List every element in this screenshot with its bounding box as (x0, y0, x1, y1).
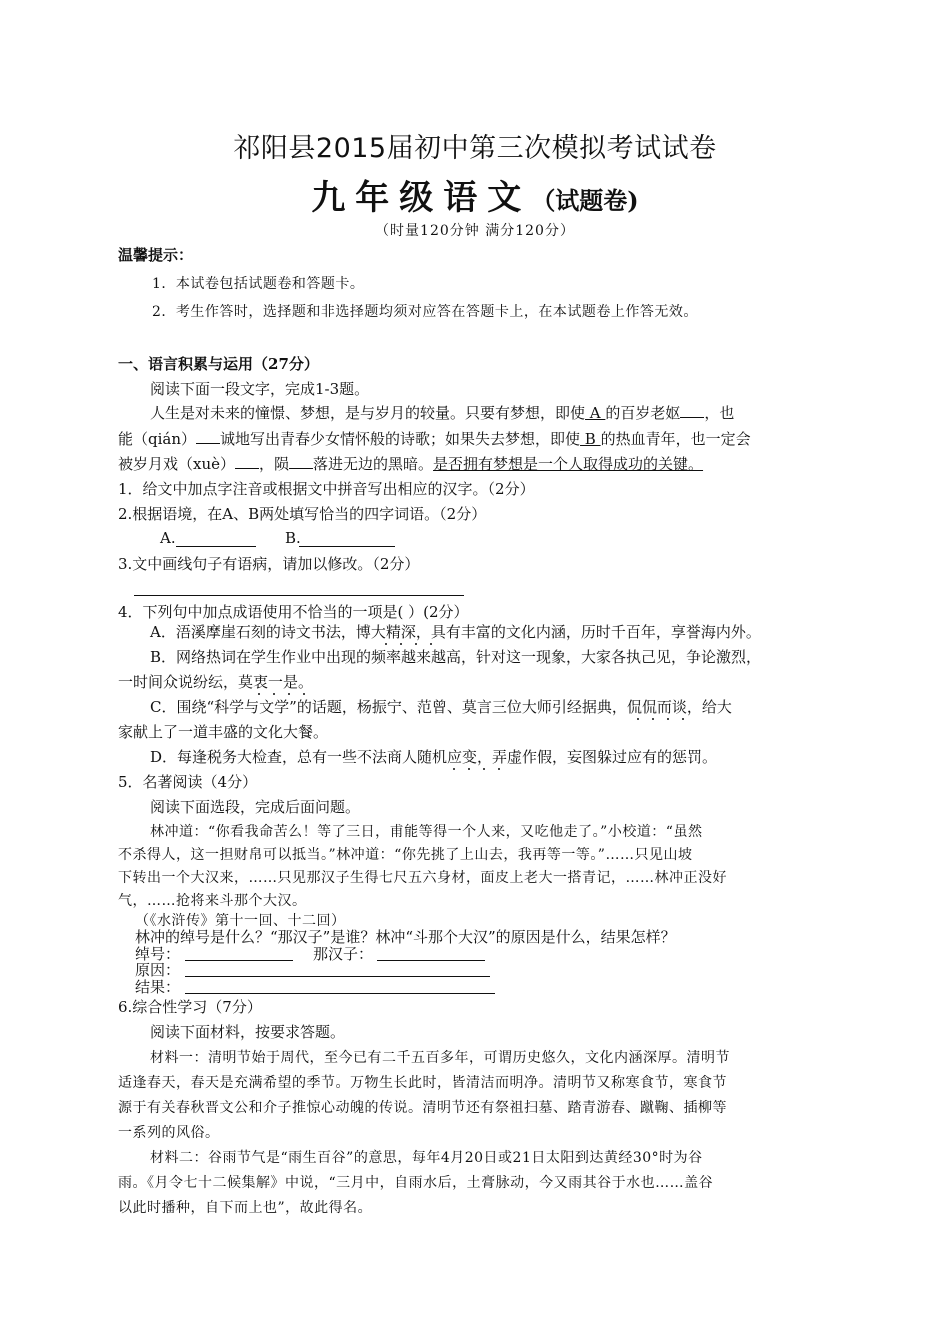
q5-question: 林冲的绰号是什么？“那汉子”是谁？林冲“斗那个大汉”的原因是什么，结果怎样？ (135, 928, 676, 946)
q2-answer-b-label: B. (285, 529, 301, 547)
blank (235, 468, 259, 469)
q2-answer-b-line (299, 546, 395, 547)
q6-material-2-line: 雨。《月令七十二候集解》中说，“三月中，自雨水后，土膏脉动，今又雨其谷于水也……盖谷 (118, 1175, 714, 1191)
q5-nickname-label: 绰号： (135, 945, 181, 963)
emphasis-dot (498, 768, 500, 770)
q5-passage-line: 气，……抢将来斗那个大汉。 (118, 893, 307, 909)
passage-text: 人生是对未来的憧憬、梦想，是与岁月的较量。只要有梦想，即使 (150, 404, 586, 422)
question-6: 6.综合性学习（7分） (118, 998, 262, 1016)
passage-text: 的热血青年，也一定会 (600, 430, 751, 448)
q5-passage-line: 下转出一个大汉来，……只见那汉子生得七尺五六身材，面皮上老大一搭青记，……林冲正没好 (118, 870, 727, 886)
q5-man-label: 那汉子： (313, 945, 374, 963)
q6-material-1-line: 材料一：清明节始于周代，至今已有二千五百多年，可谓历史悠久，文化内涵深厚。清明节 (150, 1050, 730, 1066)
q6-material-2-line: 材料二：谷雨节气是“雨生百谷”的意思，每年4月20日或21日太阳到达黄经30°时为谷 (150, 1150, 703, 1166)
emphasis-dot (453, 768, 455, 770)
q5-man-line (377, 960, 485, 961)
q5-passage-line: 林冲道：“你看我命苦么！等了三日，甫能等得一个人来，又吃他走了。”小校道：“虽然 (150, 824, 703, 840)
question-2: 2.根据语境，在A、B两处填写恰当的四字词语。（2分） (118, 505, 487, 523)
passage-text: 能（qián） (118, 430, 197, 448)
q5-result-line (185, 993, 495, 994)
passage-line-2 (118, 428, 751, 449)
q5-reason-line (185, 976, 490, 977)
emphasis-dot (303, 693, 305, 695)
emphasis-dot (468, 768, 470, 770)
subject-name: 九年级语文 (311, 178, 532, 218)
blank-b: B (580, 430, 601, 448)
underlined-sentence: 是否拥有梦想是一个人取得成功的关键。 (433, 455, 704, 473)
passage-text: 落进无边的黑暗。 (313, 455, 434, 473)
tip-item-2: 2．考生作答时，选择题和非选择题均须对应答在答题卡上，在本试题卷上作答无效。 (152, 304, 698, 320)
emphasis-dot (400, 643, 402, 645)
q6-material-1-line: 源于有关春秋晋文公和介子推惊心动魄的传说。清明节还有祭祖扫墓、踏青游春、蹴鞠、插柳等 (118, 1100, 727, 1116)
emphasis-dot (273, 693, 275, 695)
q3-answer-line (134, 595, 464, 596)
q2-answer-a-label: A. (160, 529, 176, 547)
emphasis-dot (652, 718, 654, 720)
passage-line-3 (118, 453, 703, 474)
exam-title: 祁阳县2015届初中第三次模拟考试试卷 (233, 133, 717, 164)
q5-passage-line: 不杀得人，这一担财帛可以抵当。”林冲道：“你先挑了上山去，我再等一等。”……只见山坡 (118, 847, 693, 863)
q5-source: （《水浒传》第十一回、十二回） (135, 913, 346, 929)
emphasis-dot (667, 718, 669, 720)
passage-text: 被岁月戏（xuè） (118, 455, 235, 473)
question-5: 5．名著阅读（4分） (118, 773, 258, 791)
q5-nickname-line (185, 960, 293, 961)
blank (680, 417, 704, 418)
q5-intro: 阅读下面选段，完成后面问题。 (150, 798, 361, 816)
q5-reason-label: 原因： (135, 961, 181, 979)
emphasis-dot (258, 693, 260, 695)
emphasis-dot (637, 718, 639, 720)
q5-result-label: 结果： (135, 978, 181, 996)
exam-meta: （时量120分钟 满分120分） (375, 223, 575, 239)
q4-option-c: C．围绕“科学与文学”的话题，杨振宁、范曾、莫言三位大师引经据典，侃侃而谈，给大 (150, 698, 732, 716)
emphasis-dot (385, 643, 387, 645)
passage-text: 诚地写出青春少女情怀般的诗歌；如果失去梦想，即使 (220, 430, 581, 448)
passage-text: 的百岁老妪 (605, 404, 681, 422)
blank (196, 443, 220, 444)
tip-item-1: 1．本试卷包括试题卷和答题卡。 (152, 276, 365, 292)
question-3: 3.文中画线句子有语病，请加以修改。（2分） (118, 555, 420, 573)
emphasis-dot (430, 643, 432, 645)
question-4: 4．下列句中加点成语使用不恰当的一项是( ）(2分） (118, 603, 469, 621)
q4-option-d: D．每逢税务大检查，总有一些不法商人随机应变，弄虚作假，妄图躲过应有的惩罚。 (150, 748, 718, 766)
q4-option-c-cont: 家献上了一道丰盛的文化大餐。 (118, 723, 329, 741)
passage-text: ，陨 (259, 455, 290, 473)
q4-option-a: A．浯溪摩崖石刻的诗文书法，博大精深，具有丰富的文化内涵，历时千百年，享誉海内外。 (150, 623, 761, 641)
emphasis-dot (288, 693, 290, 695)
q6-material-2-line: 以此时播种，自下而上也”，故此得名。 (118, 1200, 373, 1216)
blank (289, 468, 313, 469)
section-heading: 一、语言积累与运用（27分） (118, 355, 319, 373)
passage-text: ，也 (704, 404, 735, 422)
q6-material-1-line: 一系列的风俗。 (118, 1125, 220, 1141)
emphasis-dot (682, 718, 684, 720)
q6-intro: 阅读下面材料，按要求答题。 (150, 1023, 346, 1041)
q2-answer-a-line (176, 546, 256, 547)
q4-option-b-cont: 一时间众说纷纭，莫衷一是。 (118, 673, 314, 691)
emphasis-dot (415, 643, 417, 645)
subject-suffix: （试题卷) (531, 186, 639, 215)
q4-option-b: B．网络热词在学生作业中出现的频率越来越高，针对这一现象，大家各执己见，争论激烈， (150, 648, 762, 666)
emphasis-dot (483, 768, 485, 770)
subject-title (0, 170, 950, 219)
passage-line-1 (150, 402, 734, 423)
section-intro: 阅读下面一段文字，完成1-3题。 (150, 380, 370, 398)
blank-a: A (585, 404, 606, 422)
q6-material-1-line: 适逢春天，春天是充满希望的季节。万物生长此时，皆清洁而明净。清明节又称寒食节，寒食节 (118, 1075, 727, 1091)
tips-heading: 温馨提示： (118, 246, 194, 264)
question-1: 1．给文中加点字注音或根据文中拼音写出相应的汉字。（2分） (118, 480, 535, 498)
